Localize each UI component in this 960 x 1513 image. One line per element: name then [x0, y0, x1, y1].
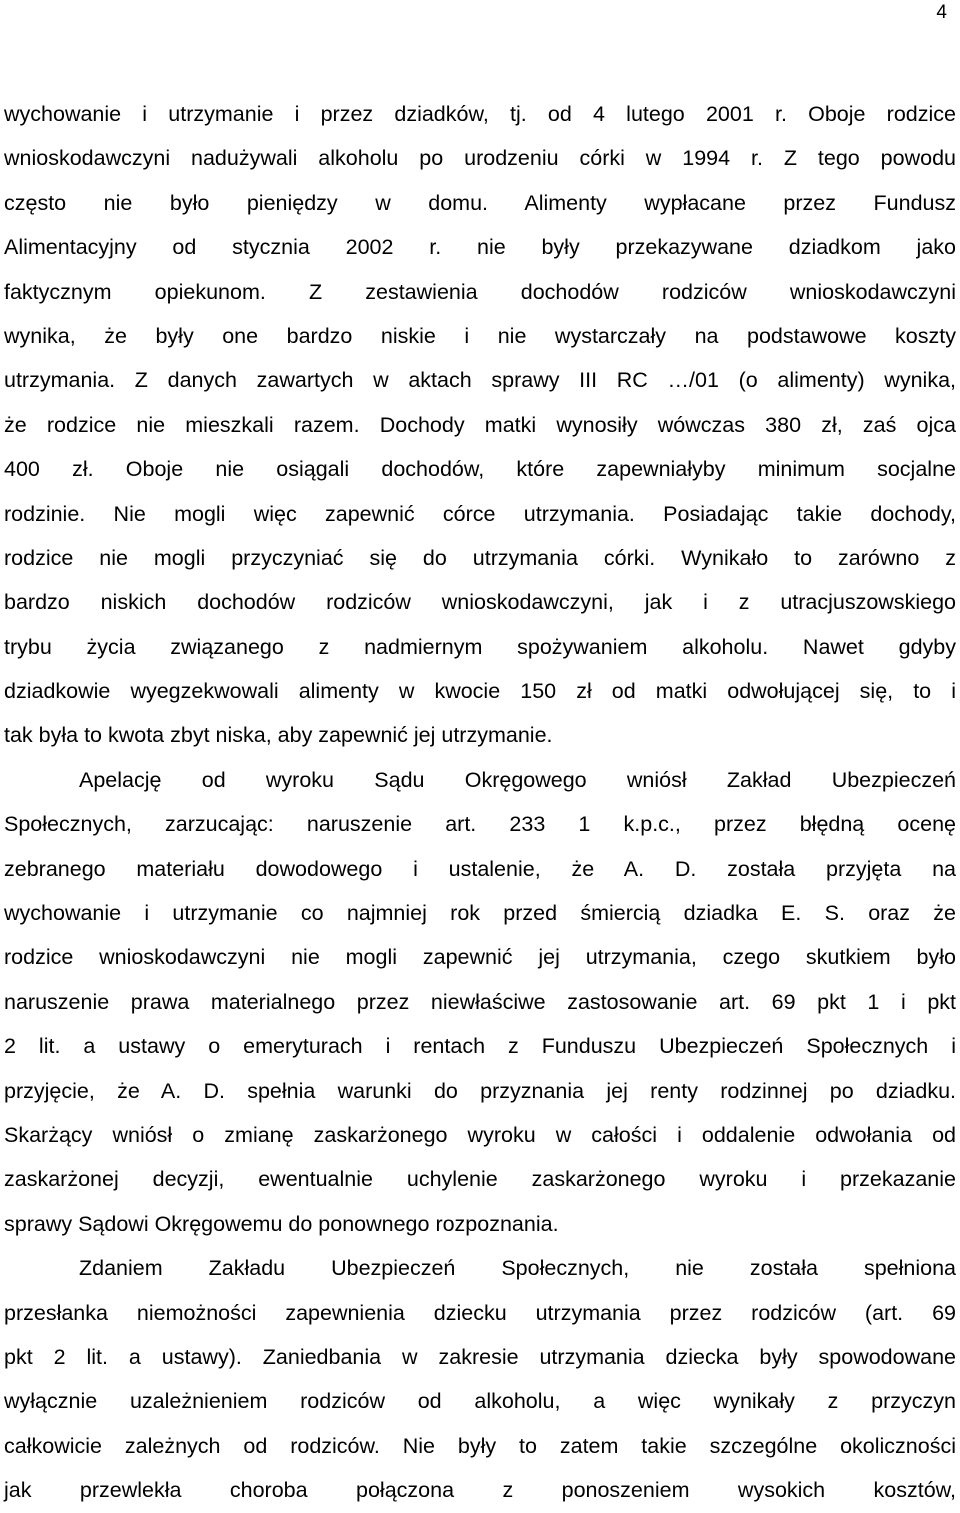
text-line: dziadkowie wyegzekwowali alimenty w kwocie 150 zł od matki odwołującej się, to i — [4, 679, 956, 704]
text-line: 400 zł. Oboje nie osiągali dochodów, które zapewniałyby minimum socjalne — [4, 457, 956, 482]
text-line: jak przewlekła choroba połączona z ponoszeniem wysokich kosztów, — [4, 1478, 956, 1503]
text-line: wychowanie i utrzymanie i przez dziadków, tj. od 4 lutego 2001 r. Oboje rodzice — [4, 102, 956, 126]
text-line: wychowanie i utrzymanie co najmniej rok przed śmiercią dziadka E. S. oraz że — [4, 901, 956, 926]
paragraph — [4, 758, 956, 1246]
page-number: 4 — [936, 2, 947, 23]
text-line: naruszenie prawa materialnego przez niewłaściwe zastosowanie art. 69 pkt 1 i pkt — [4, 989, 956, 1014]
text-line: faktycznym opiekunom. Z zestawienia dochodów rodziców wnioskodawczyni — [4, 279, 956, 304]
text-line: sprawy Sądowi Okręgowemu do ponownego rozpoznania. — [4, 1211, 559, 1236]
text-line: że rodzice nie mieszkali razem. Dochody matki wynosiły wówczas 380 zł, zaś ojca — [4, 412, 956, 437]
text-line: trybu życia związanego z nadmiernym spożywaniem alkoholu. Nawet gdyby — [4, 634, 956, 659]
text-line: utrzymania. Z danych zawartych w aktach sprawy III RC …/01 (o alimenty) wynika, — [4, 368, 956, 393]
text-line: często nie było pieniędzy w domu. Alimenty wypłacane przez Fundusz — [4, 190, 956, 215]
text-line: wnioskodawczyni nadużywali alkoholu po urodzeniu córki w 1994 r. Z tego powodu — [4, 146, 956, 171]
text-line: tak była to kwota zbyt niska, aby zapewnić jej utrzymanie. — [4, 723, 553, 748]
paragraph — [4, 92, 956, 758]
document-body — [4, 92, 956, 1503]
text-line: Apelację od wyroku Sądu Okręgowego wniósł Zakład Ubezpieczeń — [79, 767, 956, 792]
text-line: Społecznych, zarzucając: naruszenie art. 233 1 k.p.c., przez błędną ocenę — [4, 812, 956, 837]
text-line: rodzice wnioskodawczyni nie mogli zapewnić jej utrzymania, czego skutkiem było — [4, 945, 956, 970]
text-line: bardzo niskich dochodów rodziców wnioskodawczyni, jak i z utracjuszowskiego — [4, 590, 956, 615]
paragraph — [4, 1246, 956, 1503]
text-line: Alimentacyjny od stycznia 2002 r. nie były przekazywane dziadkom jako — [4, 235, 956, 260]
text-line: zebranego materiału dowodowego i ustalenie, że A. D. została przyjęta na — [4, 856, 956, 881]
text-line: przyjęcie, że A. D. spełnia warunki do przyznania jej renty rodzinnej po dziadku. — [4, 1078, 956, 1103]
text-line: Skarżący wniósł o zmianę zaskarżonego wyroku w całości i oddalenie odwołania od — [4, 1122, 956, 1147]
text-line: całkowicie zależnych od rodziców. Nie były to zatem takie szczególne okoliczności — [4, 1433, 956, 1458]
text-line: przesłanka niemożności zapewnienia dziecku utrzymania przez rodziców (art. 69 — [4, 1300, 956, 1325]
text-line: wynika, że były one bardzo niskie i nie wystarczały na podstawowe koszty — [4, 323, 956, 348]
text-line: wyłącznie uzależnieniem rodziców od alkoholu, a więc wynikały z przyczyn — [4, 1389, 956, 1414]
text-line: zaskarżonej decyzji, ewentualnie uchylenie zaskarżonego wyroku i przekazanie — [4, 1167, 956, 1192]
text-line: 2 lit. a ustawy o emeryturach i rentach z Funduszu Ubezpieczeń Społecznych i — [4, 1034, 956, 1059]
text-line: rodzice nie mogli przyczyniać się do utrzymania córki. Wynikało to zarówno z — [4, 545, 956, 570]
text-line: Zdaniem Zakładu Ubezpieczeń Społecznych, nie została spełniona — [79, 1256, 956, 1281]
text-line: rodzinie. Nie mogli więc zapewnić córce utrzymania. Posiadając takie dochody, — [4, 501, 956, 526]
text-line: pkt 2 lit. a ustawy). Zaniedbania w zakresie utrzymania dziecka były spowodowane — [4, 1344, 956, 1369]
